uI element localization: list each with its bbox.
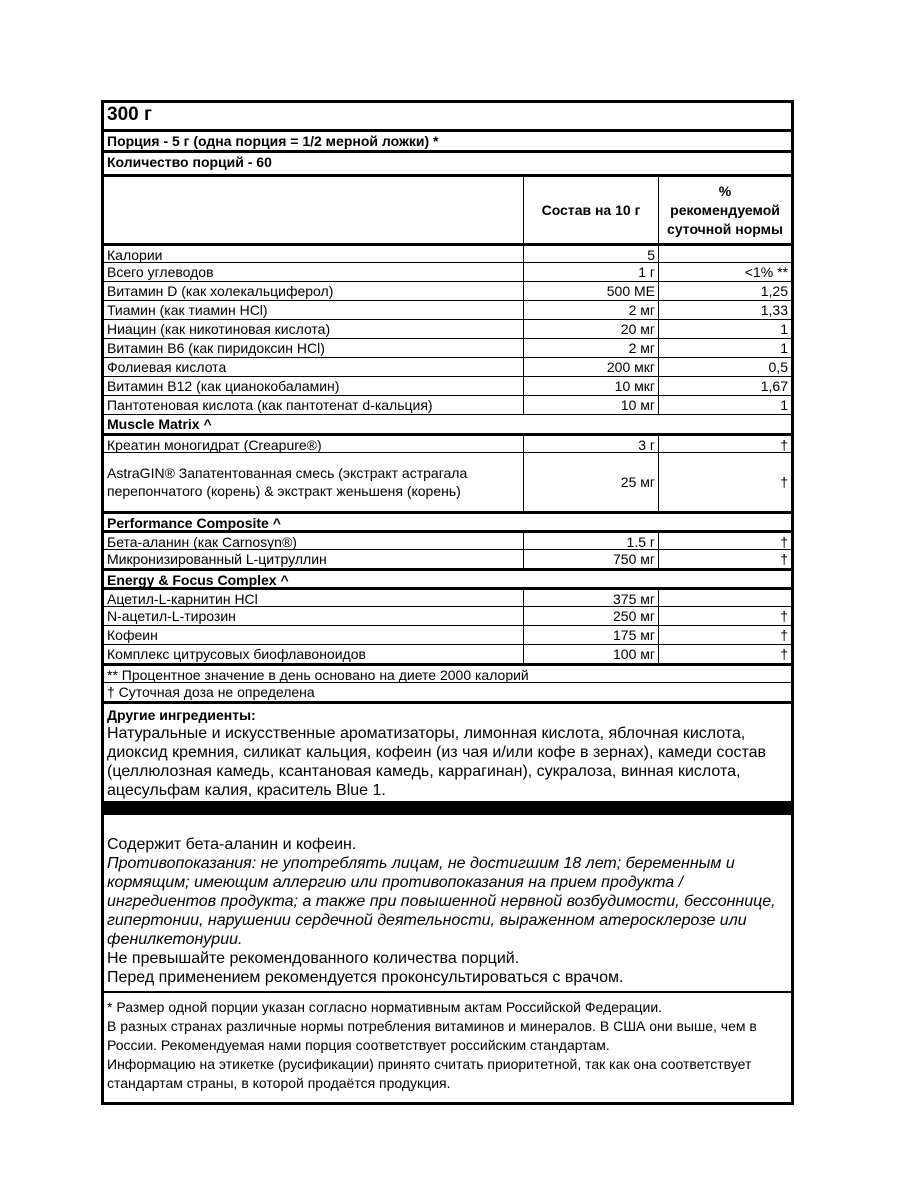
header-blank-cell	[104, 177, 523, 243]
contains-warning: Содержит бета-аланин и кофеин.	[107, 836, 357, 853]
footnote-norms: В разных странах различные нормы потребления витаминов и минералов. В США они выше, чем в России. Рекомендуемая нами порция соответствует российским стандартам.	[107, 1018, 757, 1053]
nutrient-amount: 1.5 г	[523, 533, 658, 549]
nutrient-dv: †	[658, 645, 791, 663]
nutrient-name: Кофеин	[107, 627, 158, 643]
nutrient-dv: 0,5	[658, 358, 791, 376]
nutrient-dv: †	[658, 626, 791, 644]
table-row	[104, 433, 791, 452]
table-row	[104, 395, 791, 414]
nutrient-name: Тиамин (как тиамин HCl)	[107, 302, 268, 318]
section-title-energy-focus: Energy & Focus Complex ^	[104, 568, 791, 587]
dose-warning: Не превышайте рекомендованного количества порций.	[107, 950, 520, 967]
ingredients-title: Другие ингредиенты:	[104, 701, 791, 723]
nutrient-amount: 100 мг	[523, 645, 658, 663]
nutrient-name: Витамин D (как холекальциферол)	[107, 283, 334, 299]
nutrient-amount: 2 мг	[523, 301, 658, 319]
nutrient-dv: †	[658, 607, 791, 625]
nutrient-dv: 1,25	[658, 282, 791, 300]
nutrient-amount: 20 мг	[523, 320, 658, 338]
nutrient-dv: <1% **	[658, 263, 791, 281]
nutrient-amount: 175 мг	[523, 626, 658, 644]
nutrient-dv: 1,33	[658, 301, 791, 319]
nutrient-name: AstraGIN® Запатентованная смесь (экстракт астрагала перепончатого (корень) & экстракт женьшеня (корень)	[107, 465, 468, 499]
nutrient-amount: 10 мкг	[523, 377, 658, 395]
table-row	[104, 625, 791, 644]
nutrient-dv: †	[658, 436, 791, 452]
nutrient-amount: 10 мг	[523, 396, 658, 414]
nutrient-name: Фолиевая кислота	[107, 359, 227, 375]
nutrient-amount: 750 мг	[523, 550, 658, 568]
serving-size: Порция - 5 г (одна порция = 1/2 мерной ложки) *	[104, 129, 791, 150]
warnings-block	[104, 815, 791, 991]
nutrient-dv	[658, 246, 791, 262]
nutrient-amount: 5	[523, 246, 658, 262]
table-row	[104, 281, 791, 300]
contraindications: Противопоказания: не употреблять лицам, не достигшим 18 лет; беременным и кормящим; имеющим аллергию или противопоказания на прием продукта / ингредиентов продукта; а также при повышенной нервной возбудимости, бессоннице, гипертонии, нарушении сердечной деятельности, выраженном атеросклерозе или фенилкетонурии.	[107, 855, 776, 948]
nutrient-dv: †	[658, 533, 791, 549]
nutrient-name: Калории	[107, 247, 163, 262]
header-amount: Состав на 10 г	[523, 177, 658, 243]
nutrient-name: Креатин моногидрат (Creapure®)	[107, 437, 322, 452]
nutrient-name: Витамин B12 (как цианокобаламин)	[107, 378, 340, 394]
table-row	[104, 357, 791, 376]
nutrient-amount: 250 мг	[523, 607, 658, 625]
nutrient-dv: †	[658, 453, 791, 511]
table-row	[104, 549, 791, 568]
section-title-muscle-matrix: Muscle Matrix ^	[104, 414, 791, 433]
table-row	[104, 452, 791, 511]
nutrient-dv: 1	[658, 320, 791, 338]
footnote-translation: Информацию на этикетке (русификации) принято считать приоритетной, так как она соответствует стандартам страны, в которой продаётся продукция.	[107, 1056, 752, 1091]
nutrient-amount: 2 мг	[523, 339, 658, 357]
nutrient-name: Всего углеводов	[107, 264, 214, 280]
nutrient-name: Бета-аланин (как Carnosyn®)	[107, 534, 297, 549]
header-daily-value: % рекомендуемой суточной нормы	[658, 177, 791, 243]
calorie-footnote: ** Процентное значение в день основано на диете 2000 калорий	[104, 663, 791, 682]
basic-nutrients	[104, 243, 791, 414]
footnote-block	[104, 991, 791, 1102]
nutrient-dv: †	[658, 550, 791, 568]
table-row	[104, 338, 791, 357]
table-row	[104, 530, 791, 549]
dagger-footnote: † Суточная доза не определена	[104, 682, 791, 701]
nutrient-name: Ниацин (как никотиновая кислота)	[107, 321, 331, 337]
table-row	[104, 587, 791, 606]
package-weight: 300 г	[107, 104, 152, 125]
footnote-serving: * Размер одной порции указан согласно нормативным актам Российской Федерации.	[107, 999, 663, 1015]
nutrient-amount: 200 мкг	[523, 358, 658, 376]
nutrient-name: Микронизированный L-цитруллин	[107, 551, 327, 567]
nutrient-amount: 500 МЕ	[523, 282, 658, 300]
nutrient-dv: 1,67	[658, 377, 791, 395]
nutrient-name: Пантотеновая кислота (как пантотенат d-кальция)	[107, 397, 433, 413]
nutrient-name: Комплекс цитрусовых биофлавоноидов	[107, 646, 366, 662]
table-row	[104, 262, 791, 281]
nutrition-label	[101, 100, 794, 1105]
section-title-performance: Performance Composite ^	[104, 511, 791, 530]
nutrient-amount: 3 г	[523, 436, 658, 452]
black-divider-bar	[104, 801, 791, 815]
nutrient-name: N-ацетил-L-тирозин	[107, 608, 236, 624]
table-header	[104, 174, 791, 243]
nutrient-amount: 1 г	[523, 263, 658, 281]
table-row	[104, 606, 791, 625]
table-row	[104, 300, 791, 319]
nutrient-dv	[658, 590, 791, 606]
ingredients-text: Натуральные и искусственные ароматизаторы, лимонная кислота, яблочная кислота, диоксид кремния, силикат кальция, кофеин (из чая и/или кофе в зернах), камеди состав (целлюлозная камедь, ксантановая камедь, каррагинан), сукралоза, винная кислота, ацесульфам калия, краситель Blue 1.	[107, 725, 767, 799]
servings-count: Количество порций - 60	[104, 150, 791, 174]
nutrient-dv: 1	[658, 396, 791, 414]
nutrient-name: Витамин B6 (как пиридоксин HCl)	[107, 340, 325, 356]
table-row	[104, 644, 791, 663]
table-row	[104, 243, 791, 262]
nutrient-name: Ацетил-L-карнитин HCl	[107, 591, 258, 606]
table-row	[104, 319, 791, 338]
nutrient-dv: 1	[658, 339, 791, 357]
consult-warning: Перед применением рекомендуется проконсультироваться с врачом.	[107, 969, 624, 986]
table-row	[104, 376, 791, 395]
nutrient-amount: 25 мг	[523, 453, 658, 511]
nutrient-amount: 375 мг	[523, 590, 658, 606]
